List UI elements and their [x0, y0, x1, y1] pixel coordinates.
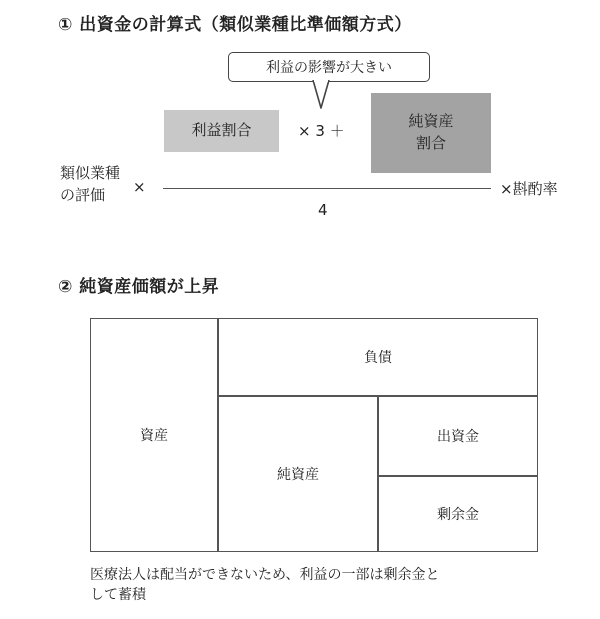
- fraction-bar: [163, 188, 491, 189]
- callout-text: 利益の影響が大きい: [266, 60, 392, 76]
- surplus-cell: [379, 477, 537, 551]
- profit-ratio-box: [164, 110, 279, 152]
- footnote: [90, 565, 439, 606]
- denominator: 4: [318, 201, 328, 219]
- footnote-line2: して蓄積: [90, 587, 146, 604]
- net-assets-cell: [219, 397, 377, 551]
- liabilities-label: 負債: [364, 350, 392, 366]
- capital-cell: [379, 397, 537, 475]
- comparable-industry-line1: 類似業種: [60, 164, 121, 182]
- surplus-label: 剰余金: [437, 507, 479, 523]
- balance-sheet: [90, 318, 538, 552]
- multiplier-text: × 3 ＋: [298, 122, 345, 140]
- capital-label: 出資金: [437, 429, 479, 445]
- net-assets-ratio-line2: 割合: [415, 134, 446, 152]
- callout-pointer: [310, 80, 334, 112]
- comparable-industry-line2: の評価: [60, 185, 106, 204]
- left-times-sign: ×: [133, 178, 146, 196]
- section1-title: ① 出資金の計算式（類似業種比準価額方式）: [58, 15, 412, 35]
- profit-ratio-label: 利益割合: [191, 121, 252, 140]
- liabilities-cell: [219, 319, 537, 395]
- assets-label: 資産: [140, 428, 168, 444]
- net-assets-label: 純資産: [277, 467, 319, 483]
- assets-cell: [91, 319, 217, 551]
- net-assets-ratio-line1: 純資産: [408, 112, 454, 131]
- comparable-industry-label: [60, 163, 120, 207]
- section2-title: ② 純資産価額が上昇: [58, 277, 220, 297]
- footnote-line1: 医療法人は配当ができないため、利益の一部は剰余金と: [90, 567, 440, 583]
- discretion-rate-label: ×斟酌率: [500, 180, 558, 198]
- callout-box: [228, 52, 430, 82]
- net-assets-ratio-box: [371, 93, 491, 173]
